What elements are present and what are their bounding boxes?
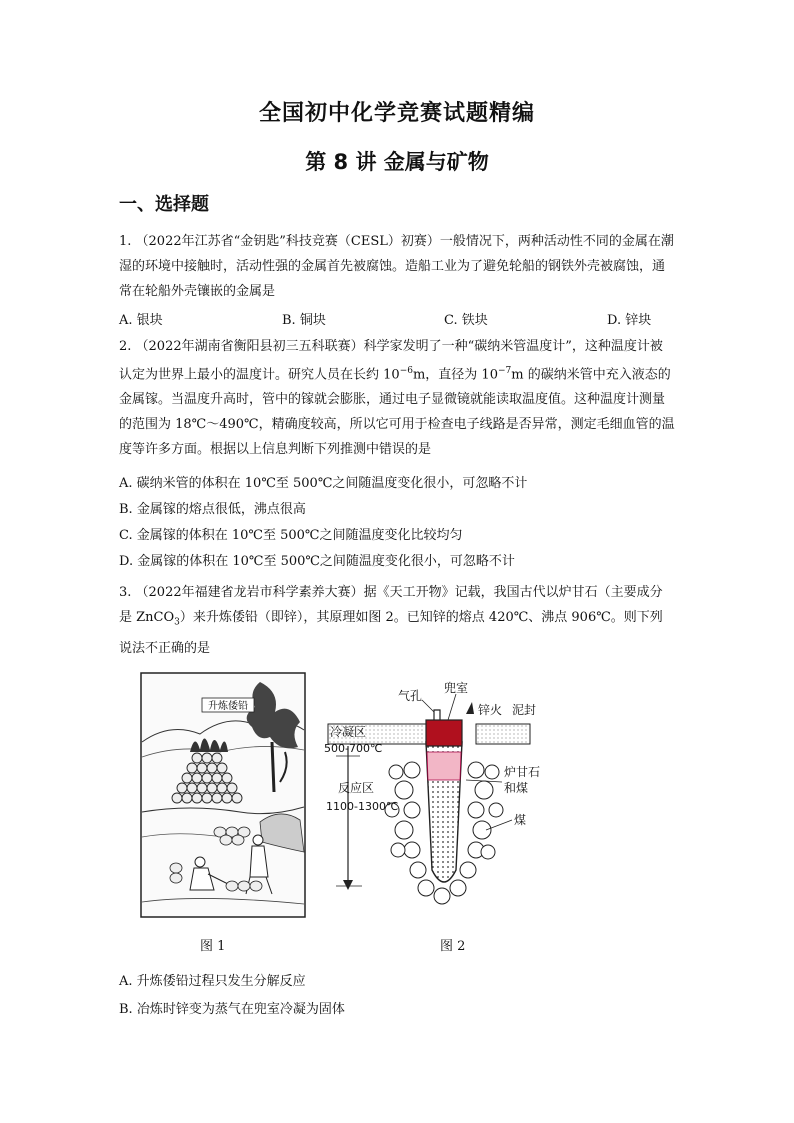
q1-option-d: D. 锌块 (607, 313, 652, 328)
section-heading: 一、选择题 (119, 194, 209, 215)
question-3-text (119, 580, 675, 661)
document-title: 全国初中化学竞赛试题精编 (258, 101, 535, 126)
label-coal: 煤 (514, 813, 527, 827)
figure-1-inscription: 升炼倭铅 (208, 701, 248, 712)
q1-option-b: B. 铜块 (282, 313, 326, 328)
q3-option-b: B. 冶炼时锌变为蒸气在兜室冷凝为固体 (119, 1002, 345, 1017)
figure-1-caption: 图 1 (200, 939, 226, 954)
q2-option-c: C. 金属镓的体积在 10℃至 500℃之间随温度变化比较均匀 (119, 528, 463, 543)
q1-option-a: A. 银块 (119, 313, 163, 328)
label-ore: 炉甘石 (504, 765, 541, 779)
label-chamber: 兜室 (444, 681, 469, 695)
label-react-temp: 1100-1300℃ (326, 800, 399, 813)
label-react-zone: 反应区 (338, 781, 375, 795)
q2-option-a: A. 碳纳米管的体积在 10℃至 500℃之间随温度变化很小，可忽略不计 (119, 476, 528, 491)
woodblock-illustration (140, 672, 306, 918)
figure-1 (140, 672, 306, 922)
q1-option-c: C. 铁块 (444, 313, 488, 328)
label-condense-temp: 500-700℃ (324, 742, 383, 755)
figure-2 (316, 680, 568, 924)
figure-2-caption: 图 2 (440, 939, 466, 954)
label-and-coal: 和煤 (504, 781, 529, 795)
furnace-diagram (316, 680, 568, 920)
q2-exponent-1: −6 (399, 366, 413, 376)
q3-subscript: 3 (174, 617, 180, 628)
q2-exponent-2: −7 (497, 366, 512, 376)
lecture-title: 第 8 讲 金属与矿物 (305, 150, 489, 174)
q2-text-part-c: m 的碳纳米管中充入液态的金属镓。当温度升高时，管中的镓就会膨胀，通过电子显微镜就能读取温度值。这种温度计测量的范围为 18℃～490℃，精确度较高，所以它可用于检查电子线路是否异常，测定毛细血管的温度等许多方面。根据以上信息判断下列推测中错误的是 (119, 367, 675, 458)
q3-option-a: A. 升炼倭铅过程只发生分解反应 (119, 974, 306, 989)
q2-text-part-b: m，直径为 10 (412, 367, 498, 383)
label-vent: 气孔 (398, 689, 423, 703)
q2-option-b: B. 金属镓的熔点很低，沸点很高 (119, 502, 306, 517)
q2-text-part-a: 2. （2022年湖南省衡阳县初三五科联赛）科学家发明了一种“碳纳米管温度计”，这种温度计被认定为世界上最小的温度计。研究人员在长约 10 (119, 339, 663, 383)
question-2-text (119, 334, 675, 462)
label-condense-zone: 冷凝区 (330, 725, 367, 739)
q3-text-part-a: 3. （2022年福建省龙岩市科学素养大赛）据《天工开物》记载，我国古代以炉甘石（主要成分是 ZnCO (119, 585, 663, 625)
label-zinc-fire: 锌火 (478, 703, 503, 717)
question-1-text: 1. （2022年江苏省“金钥匙”科技竞赛（CESL）初赛）一般情况下，两种活动性不同的金属在潮湿的环境中接触时，活动性强的金属首先被腐蚀。造船工业为了避免轮船的钢铁外壳被腐蚀，通常在轮船外壳镶嵌的金属是 (119, 234, 674, 299)
q3-text-part-b: ）来升炼倭铅（即锌），其原理如图 2。已知锌的熔点 420℃、沸点 906℃。则下列说法不正确的是 (119, 610, 663, 656)
q2-option-d: D. 金属镓的体积在 10℃至 500℃之间随温度变化很小，可忽略不计 (119, 554, 515, 569)
label-mud-seal: 泥封 (512, 703, 537, 717)
